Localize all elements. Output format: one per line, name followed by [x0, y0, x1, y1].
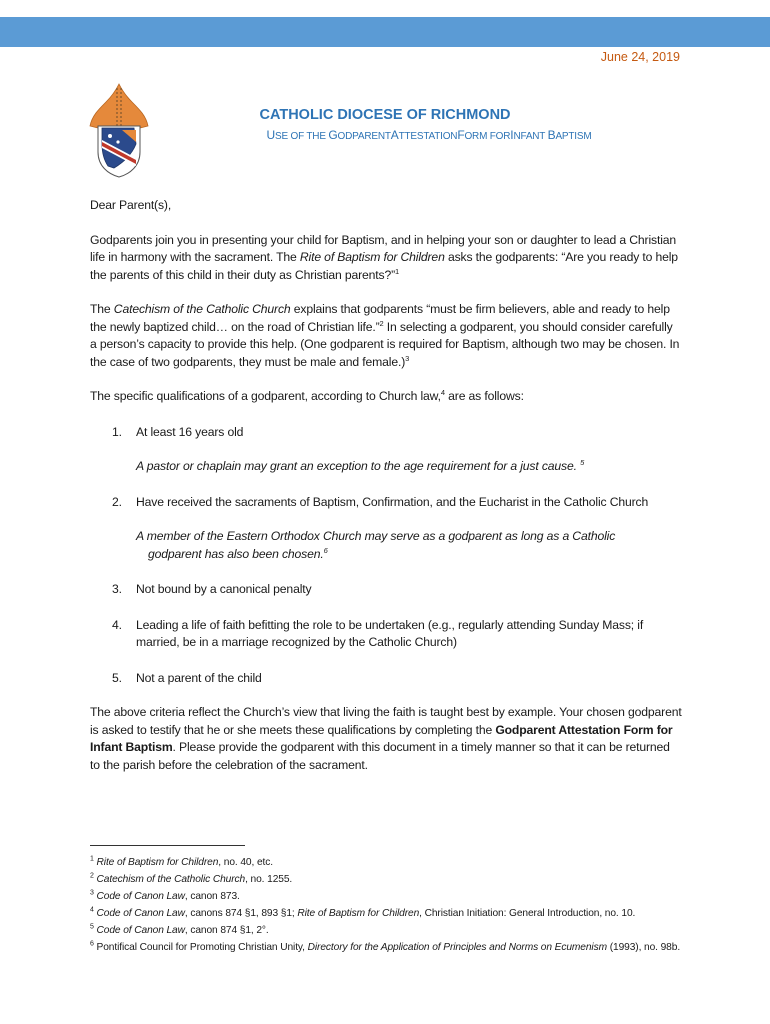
paragraph-godparents-role: Godparents join you in presenting your child for Baptism, and in helping your son or daughter to lead a Christian life in harmony with the sacrament. The Rite of Baptism for Children asks the godparents: “Are you ready to help the parents of this child in their duty as Christian parents?”$^1$ — [90, 232, 678, 282]
salutation: Dear Parent(s), — [90, 198, 172, 212]
form-subtitle: USE OF THE GODPARENTATTESTATIONFORM FORINFANT BAPTISM — [266, 128, 592, 142]
list-item: 2. Have received the sacraments of Baptism, Confirmation, and the Eucharist in the Catholic Church — [112, 494, 649, 509]
letter-body — [90, 197, 682, 774]
footnotes — [90, 854, 690, 956]
list-item: 4. Leading a life of faith befitting the role to be undertaken (e.g., regularly attending Sunday Mass; if married, be in a marriage recognized by the Catholic Church) — [112, 617, 644, 649]
list-item-note: A pastor or chaplain may grant an exception to the age requirement for a just cause. $^5$ — [136, 457, 585, 473]
footnote: $^2$ Catechism of the Catholic Church, no. 1255. — [90, 872, 293, 885]
paragraph-qualifications-intro: The specific qualifications of a godparent, according to Church law,$^4$ are as follows: — [90, 387, 524, 403]
list-item: 5. Not a parent of the child — [112, 670, 262, 685]
list-item: 1. At least 16 years old — [112, 424, 244, 439]
footnote-separator — [90, 845, 245, 846]
letter-date: June 24, 2019 — [600, 50, 680, 64]
footnote: $^6$ Pontifical Council for Promoting Christian Unity, Directory for the Application of Principles and Norms on Ecumenism (1993), no. 98b. — [90, 940, 681, 953]
footnote: $^5$ Code of Canon Law, canon 874 §1, 2°. — [90, 923, 269, 936]
footnote: $^4$ Code of Canon Law, canons 874 §1, 893 §1; Rite of Baptism for Children, Christian Initiation: General Introduction, no. 10. — [90, 906, 636, 919]
list-item: 3. Not bound by a canonical penalty — [112, 582, 312, 596]
qualifications-list — [90, 424, 682, 688]
header-banner — [0, 17, 770, 47]
footnote: $^3$ Code of Canon Law, canon 873. — [90, 889, 240, 902]
diocese-title: CATHOLIC DIOCESE OF RICHMOND — [259, 107, 511, 123]
paragraph-catechism: The Catechism of the Catholic Church explains that godparents “must be firm believers, able and ready to help the newly baptized child… on the road of Christian life.”$^2$ In selecting a godparent, you should consider carefully a person’s capacity to provide this help. (One godparent is required for Baptism, although two may be chosen. In the case of two godparents, they must be male and female.)$^3$ — [90, 302, 680, 369]
footnote: $^1$ Rite of Baptism for Children, no. 40, etc. — [90, 855, 273, 868]
paragraph-attestation-request: The above criteria reflect the Church’s view that living the faith is taught best by example. Your chosen godparent is asked to testify that he or she meets these qualifications by completing the Godparent Attestation Form for Infant Baptism. Please provide the godparent with this document in a timely manner so that it can be returned to the parish before the celebration of the sacrament. — [90, 705, 682, 772]
list-item-note: A member of the Eastern Orthodox Church may serve as a godparent as long as a Catholic godparent has also been chosen.$^6$ — [136, 529, 616, 561]
